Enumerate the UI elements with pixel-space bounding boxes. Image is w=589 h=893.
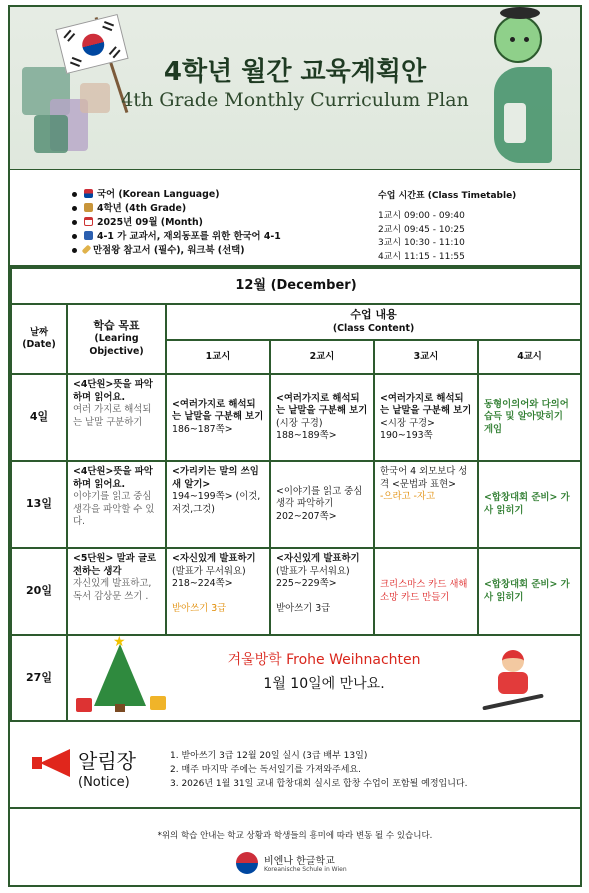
timetable-row: 1교시 09:00 - 09:40 bbox=[378, 211, 465, 221]
school-name-de: Koreanische Schule in Wien bbox=[264, 866, 347, 873]
star-icon: ★ bbox=[113, 634, 126, 650]
info-textbook: 4-1 가 교과서, 재외동포를 위한 한국어 4-1 bbox=[72, 230, 281, 244]
info-reference: 만점왕 참고서 (필수), 워크북 (선택) bbox=[72, 244, 281, 258]
gift-icon bbox=[76, 698, 92, 712]
period-4-cell: <합창대회 준비> 가사 읽히기 bbox=[478, 461, 581, 548]
period-header: 1교시 bbox=[166, 340, 270, 374]
period-2-cell: <여러가지로 해석되는 낱말을 구분해 보기 (시장 구경) 188~189쪽> bbox=[270, 374, 374, 461]
winter-break-message: 1월 10일에 만나요. bbox=[263, 676, 385, 692]
notice-item: 1. 받아쓰기 3급 12월 20일 실시 (3급 배부 13일) bbox=[170, 751, 368, 761]
school-name: 비엔나 한글학교 bbox=[264, 856, 335, 867]
table-row bbox=[11, 635, 581, 721]
footer-note: *위의 학습 안내는 학교 상황과 학생들의 흥미에 따라 변동 될 수 있습니다. bbox=[157, 831, 433, 841]
header-banner bbox=[10, 7, 580, 170]
month-heading: 12월 (December) bbox=[11, 268, 581, 304]
date-header: 날짜 (Date) bbox=[11, 304, 67, 374]
calendar-icon bbox=[84, 217, 93, 226]
notice-list bbox=[170, 749, 468, 791]
notice-title: 알림장 bbox=[78, 749, 136, 773]
korea-flag-icon bbox=[84, 189, 93, 198]
skier-icon bbox=[482, 646, 544, 708]
course-info bbox=[10, 170, 580, 267]
period-4-cell: 동형이의어와 다의어 습득 및 알아맞히기 게임 bbox=[478, 374, 581, 461]
info-month: 2025년 09월 (Month) bbox=[72, 216, 281, 230]
period-header: 4교시 bbox=[478, 340, 581, 374]
timetable-row: 3교시 10:30 - 11:10 bbox=[378, 238, 465, 248]
course-info-list bbox=[72, 188, 281, 258]
megaphone-icon bbox=[32, 749, 76, 781]
page-subtitle: 4th Grade Monthly Curriculum Plan bbox=[121, 89, 469, 111]
gift-icon bbox=[150, 696, 166, 710]
period-3-cell: <여러가지로 해석되는 낱말을 구분해 보기 <시장 구경> 190~193쪽 bbox=[374, 374, 478, 461]
info-grade: 4학년 (4th Grade) bbox=[72, 202, 281, 216]
period-header: 3교시 bbox=[374, 340, 478, 374]
decor-block bbox=[34, 115, 68, 153]
objective-header: 학습 목표 (Learing Objective) bbox=[67, 304, 166, 374]
period-4-cell: <합창대회 준비> 가사 읽히기 bbox=[478, 548, 581, 635]
content-header: 수업 내용 (Class Content) bbox=[166, 304, 581, 340]
school-logo-icon bbox=[236, 852, 258, 874]
timetable-row: 2교시 09:45 - 10:25 bbox=[378, 224, 465, 235]
notice-subtitle: (Notice) bbox=[78, 775, 130, 790]
period-1-cell: <자신있게 발표하기 (발표가 무서워요) 218~224쪽> 받아쓰기 3급 bbox=[166, 548, 270, 635]
book-icon bbox=[84, 231, 93, 240]
row-objective: <5단원> 말과 글로 전하는 생각 자신있게 발표하고, 독서 감상문 쓰기 . bbox=[67, 548, 166, 635]
curriculum-table bbox=[10, 267, 582, 722]
timetable-title: 수업 시간표 (Class Timetable) bbox=[378, 191, 517, 201]
school-icon bbox=[84, 203, 93, 212]
row-date: 27일 bbox=[11, 635, 67, 721]
notice-item: 2. 매주 마지막 주에는 독서일기를 가져와주세요. bbox=[170, 765, 361, 775]
pencil-icon bbox=[82, 245, 92, 255]
row-date: 13일 bbox=[11, 461, 67, 548]
period-3-cell: 한국어 4 외모보다 성격 <문법과 표현> -으라고 -자고 bbox=[374, 461, 478, 548]
timetable-row: 4교시 11:15 - 11:55 bbox=[378, 251, 465, 262]
row-objective: <4단원>뜻을 파악하며 읽어요. 여러 가지로 해석되는 낱말 구분하기 bbox=[67, 374, 166, 461]
page-frame bbox=[8, 5, 582, 887]
period-2-cell: <자신있게 발표하기 (발표가 무서워요) 225~229쪽> 받아쓰기 3급 bbox=[270, 548, 374, 635]
period-2-cell: <이야기를 읽고 중심 생각 파악하기 202~207쪽> bbox=[270, 461, 374, 548]
table-row bbox=[11, 548, 581, 635]
page-title: 4학년 월간 교육계획안 bbox=[163, 57, 427, 87]
period-header: 2교시 bbox=[270, 340, 374, 374]
table-row bbox=[11, 461, 581, 548]
period-1-cell: <가리키는 말의 쓰임새 알기> 194~199쪽> (이것,저것,그것) bbox=[166, 461, 270, 548]
row-date: 4일 bbox=[11, 374, 67, 461]
winter-break-cell bbox=[67, 635, 581, 721]
tree-trunk bbox=[115, 704, 125, 712]
period-1-cell: <여러가지로 해석되는 낱말을 구분해 보기 186~187쪽> bbox=[166, 374, 270, 461]
period-3-cell: 크리스마스 카드 새해 소망 카드 만들기 bbox=[374, 548, 478, 635]
winter-break-title: 겨울방학 Frohe Weihnachten bbox=[227, 652, 421, 668]
info-subject: 국어 (Korean Language) bbox=[72, 188, 281, 202]
row-date: 20일 bbox=[11, 548, 67, 635]
row-objective: <4단원>뜻을 파악하며 읽어요. 이야기를 읽고 중심 생각을 파악할 수 있다. bbox=[67, 461, 166, 548]
notice-section bbox=[10, 725, 580, 809]
timetable bbox=[378, 188, 516, 264]
notice-item: 3. 2026년 1월 31일 교내 합창대회 실시로 합창 수업이 포함될 예정입니다. bbox=[170, 779, 468, 789]
table-row bbox=[11, 374, 581, 461]
